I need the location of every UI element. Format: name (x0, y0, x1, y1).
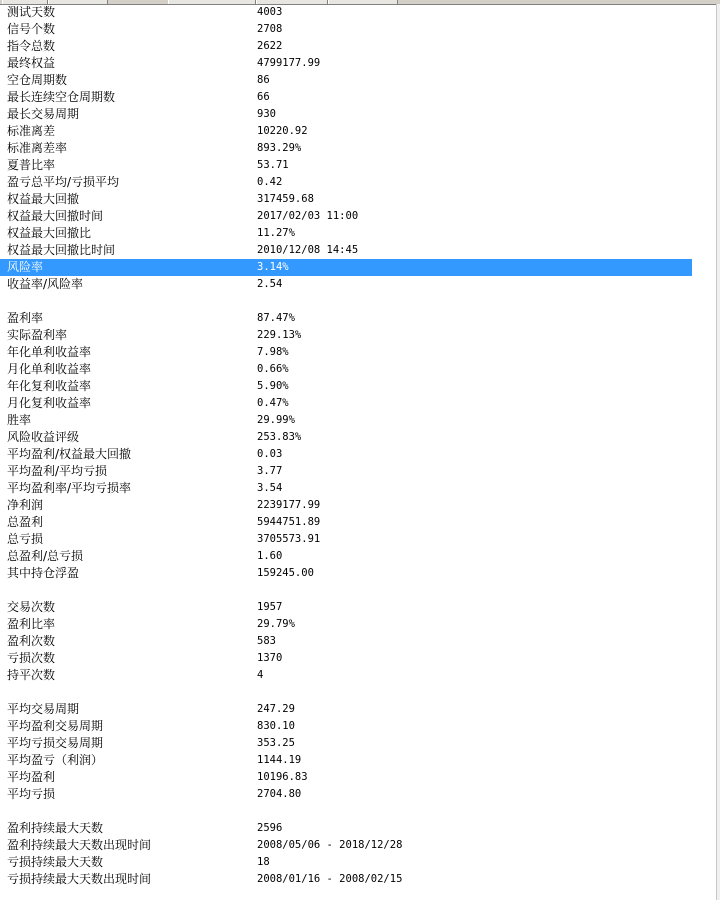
list-row[interactable] (0, 616, 716, 633)
list-row[interactable] (0, 89, 716, 106)
list-row[interactable] (0, 55, 716, 72)
row-label: 权益最大回撤比时间 (7, 243, 116, 257)
row-value: 159245.00 (257, 567, 314, 579)
list-row[interactable] (0, 208, 716, 225)
list-row[interactable] (0, 854, 716, 871)
list-row[interactable] (0, 310, 716, 327)
list-row[interactable] (0, 480, 716, 497)
row-value: 4 (257, 669, 264, 681)
list-row[interactable] (0, 191, 716, 208)
list-row[interactable] (0, 38, 716, 55)
row-value: 2010/12/08 14:45 (257, 244, 359, 256)
row-label: 平均盈利/平均亏损 (7, 464, 108, 478)
row-label: 盈利率 (7, 311, 44, 325)
row-value: 0.03 (257, 448, 283, 460)
row-value: 0.66% (257, 363, 289, 375)
list-row[interactable] (0, 72, 716, 89)
row-label: 盈利比率 (7, 617, 56, 631)
group-spacer (0, 293, 716, 310)
row-label: 净利润 (7, 498, 44, 512)
row-label: 权益最大回撤 (7, 192, 80, 206)
row-label: 亏损持续最大天数 (7, 855, 104, 869)
row-label: 平均盈亏（利润） (7, 753, 104, 767)
list-row[interactable] (0, 361, 716, 378)
list-row[interactable] (0, 565, 716, 582)
row-label: 标准离差 (7, 124, 56, 138)
list-row[interactable] (0, 446, 716, 463)
row-label: 年化单利收益率 (7, 345, 92, 359)
row-value: 583 (257, 635, 276, 647)
row-label: 风险收益评级 (7, 430, 80, 444)
list-row[interactable] (0, 378, 716, 395)
row-label: 夏普比率 (7, 158, 56, 172)
row-value: 2704.80 (257, 788, 302, 800)
list-row[interactable] (0, 650, 716, 667)
row-label: 标准离差率 (7, 141, 68, 155)
row-label: 风险率 (7, 260, 44, 274)
row-label: 平均盈利/权益最大回撤 (7, 447, 132, 461)
row-value: 29.79% (257, 618, 295, 630)
row-label: 空仓周期数 (7, 73, 68, 87)
row-label: 总盈利/总亏损 (7, 549, 84, 563)
row-value: 4003 (257, 6, 283, 18)
row-label: 权益最大回撤时间 (7, 209, 104, 223)
group-spacer (0, 582, 716, 599)
row-value: 930 (257, 108, 276, 120)
row-value: 3.77 (257, 465, 283, 477)
row-label: 平均盈利 (7, 770, 56, 784)
row-label: 交易次数 (7, 600, 56, 614)
row-value: 1370 (257, 652, 283, 664)
row-label: 信号个数 (7, 22, 56, 36)
list-row[interactable] (0, 123, 716, 140)
row-value: 4799177.99 (257, 57, 321, 69)
row-value: 893.29% (257, 142, 302, 154)
list-row[interactable] (0, 820, 716, 837)
row-value: 1957 (257, 601, 283, 613)
list-row[interactable] (0, 4, 716, 21)
group-spacer (0, 803, 716, 820)
row-value: 1144.19 (257, 754, 302, 766)
row-value: 53.71 (257, 159, 289, 171)
row-label: 盈利持续最大天数出现时间 (7, 838, 152, 852)
list-row[interactable] (0, 514, 716, 531)
row-label: 权益最大回撤比 (7, 226, 92, 240)
row-label: 最长交易周期 (7, 107, 80, 121)
row-value: 2017/02/03 11:00 (257, 210, 359, 222)
list-row[interactable] (0, 344, 716, 361)
row-value: 2708 (257, 23, 283, 35)
list-row[interactable] (0, 157, 716, 174)
list-row[interactable] (0, 225, 716, 242)
row-value: 66 (257, 91, 270, 103)
row-value: 830.10 (257, 720, 295, 732)
row-label: 年化复利收益率 (7, 379, 92, 393)
list-row[interactable] (0, 548, 716, 565)
row-label: 盈利次数 (7, 634, 56, 648)
list-row[interactable] (0, 106, 716, 123)
row-value: 10196.83 (257, 771, 308, 783)
row-label: 亏损持续最大天数出现时间 (7, 872, 152, 886)
row-value: 2596 (257, 822, 283, 834)
row-value: 2239177.99 (257, 499, 321, 511)
row-label: 收益率/风险率 (7, 277, 84, 291)
row-label: 胜率 (7, 413, 32, 427)
list-row[interactable] (0, 242, 716, 259)
list-row[interactable] (0, 786, 716, 803)
row-value: 7.98% (257, 346, 289, 358)
row-value: 2622 (257, 40, 283, 52)
row-value: 87.47% (257, 312, 295, 324)
row-value: 2.54 (257, 278, 283, 290)
list-row[interactable] (0, 463, 716, 480)
row-label: 最长连续空仓周期数 (7, 90, 116, 104)
row-value: 3.14% (257, 261, 289, 273)
row-value: 229.13% (257, 329, 302, 341)
row-label: 其中持仓浮盈 (7, 566, 80, 580)
list-row[interactable] (0, 633, 716, 650)
row-label: 最终权益 (7, 56, 56, 70)
list-row-selected[interactable] (0, 259, 716, 276)
row-label: 平均亏损交易周期 (7, 736, 104, 750)
row-label: 盈亏总平均/亏损平均 (7, 175, 120, 189)
row-label: 平均盈利交易周期 (7, 719, 104, 733)
row-value: 353.25 (257, 737, 295, 749)
row-value: 2008/05/06 - 2018/12/28 (257, 839, 403, 851)
row-value: 317459.68 (257, 193, 314, 205)
list-row[interactable] (0, 395, 716, 412)
list-row[interactable] (0, 599, 716, 616)
list-row[interactable] (0, 735, 716, 752)
list-row[interactable] (0, 701, 716, 718)
list-row[interactable] (0, 667, 716, 684)
list-row[interactable] (0, 276, 716, 293)
statistics-list (0, 4, 716, 888)
row-label: 平均亏损 (7, 787, 56, 801)
row-value: 253.83% (257, 431, 302, 443)
row-value: 11.27% (257, 227, 295, 239)
row-value: 2008/01/16 - 2008/02/15 (257, 873, 403, 885)
row-value: 5944751.89 (257, 516, 321, 528)
list-row[interactable] (0, 497, 716, 514)
list-row[interactable] (0, 769, 716, 786)
row-label: 盈利持续最大天数 (7, 821, 104, 835)
row-value: 29.99% (257, 414, 295, 426)
list-row[interactable] (0, 429, 716, 446)
row-value: 18 (257, 856, 270, 868)
row-label: 平均交易周期 (7, 702, 80, 716)
list-row[interactable] (0, 174, 716, 191)
row-label: 持平次数 (7, 668, 56, 682)
row-label: 月化复利收益率 (7, 396, 92, 410)
list-row[interactable] (0, 837, 716, 854)
row-value: 86 (257, 74, 270, 86)
row-value: 3705573.91 (257, 533, 321, 545)
list-row[interactable] (0, 871, 716, 888)
group-spacer (0, 684, 716, 701)
list-row[interactable] (0, 718, 716, 735)
row-label: 总盈利 (7, 515, 44, 529)
list-row[interactable] (0, 140, 716, 157)
list-row[interactable] (0, 412, 716, 429)
list-row[interactable] (0, 752, 716, 769)
row-label: 平均盈利率/平均亏损率 (7, 481, 132, 495)
row-label: 月化单利收益率 (7, 362, 92, 376)
row-value: 3.54 (257, 482, 283, 494)
row-value: 10220.92 (257, 125, 308, 137)
list-row[interactable] (0, 21, 716, 38)
row-label: 指令总数 (7, 39, 56, 53)
scrollbar-edge[interactable] (716, 4, 720, 900)
list-row[interactable] (0, 531, 716, 548)
row-label: 测试天数 (7, 5, 56, 19)
list-row[interactable] (0, 327, 716, 344)
row-label: 亏损次数 (7, 651, 56, 665)
row-value: 0.42 (257, 176, 283, 188)
row-value: 1.60 (257, 550, 283, 562)
row-value: 5.90% (257, 380, 289, 392)
row-value: 247.29 (257, 703, 295, 715)
row-value: 0.47% (257, 397, 289, 409)
row-label: 总亏损 (7, 532, 44, 546)
row-label: 实际盈利率 (7, 328, 68, 342)
